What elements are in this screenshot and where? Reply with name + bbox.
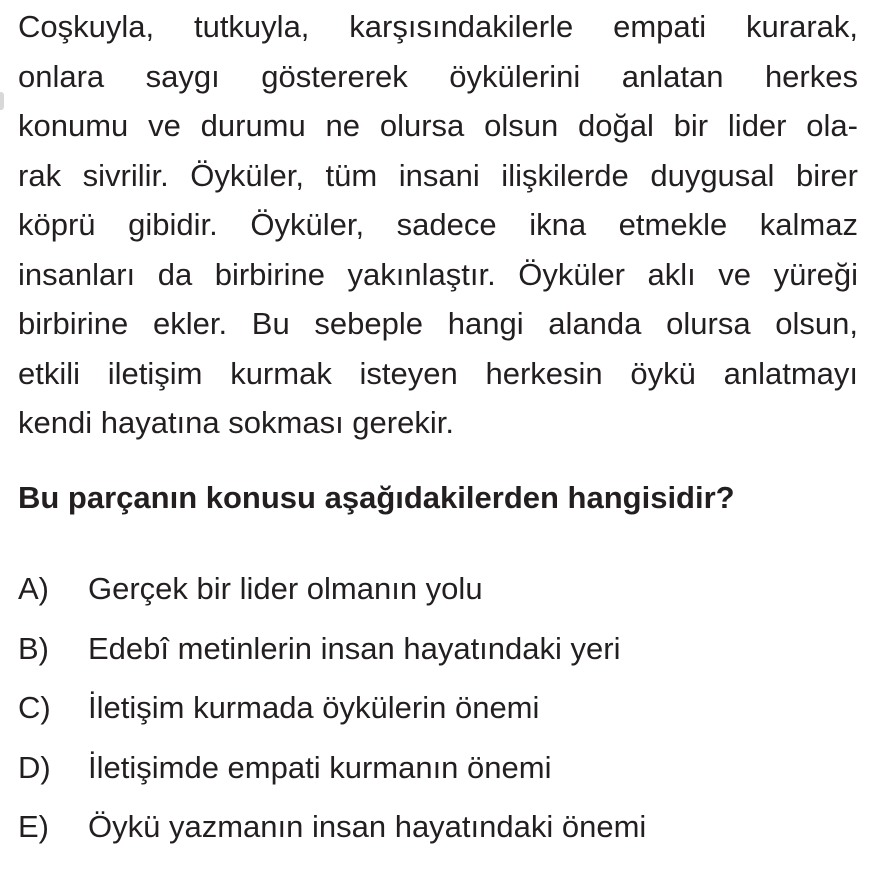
option-letter: E) bbox=[18, 809, 49, 844]
option-text: İletişim kurmada öykülerin önemi bbox=[88, 690, 540, 725]
passage-line: onlara saygı göstererek öykülerini anlatan herkes bbox=[18, 58, 858, 94]
passage-line: konumu ve durumu ne olursa olsun doğal bir lider ola- bbox=[18, 108, 858, 143]
passage-line: kendi hayatına sokması gerekir. bbox=[18, 405, 454, 440]
option-letter: A) bbox=[18, 571, 49, 606]
option-text: Edebî metinlerin insan hayatındaki yeri bbox=[88, 630, 621, 666]
page-edge-mark bbox=[0, 92, 4, 110]
passage-line: Coşkuyla, tutkuyla, karşısındakilerle empati kurarak, bbox=[18, 9, 858, 44]
option-text: İletişimde empati kurmanın önemi bbox=[88, 749, 552, 785]
option-b[interactable] bbox=[18, 619, 858, 679]
passage-line: etkili iletişim kurmak isteyen herkesin öykü anlatmayı bbox=[18, 355, 858, 391]
option-letter: D) bbox=[18, 749, 51, 785]
option-a[interactable] bbox=[18, 559, 858, 619]
option-letter: B) bbox=[18, 630, 49, 666]
reading-passage bbox=[18, 0, 858, 448]
option-d[interactable] bbox=[18, 738, 858, 798]
option-e[interactable] bbox=[18, 797, 858, 857]
option-letter: C) bbox=[18, 690, 51, 725]
question-stem: Bu parçanın konusu aşağıdakilerden hangisidir? bbox=[18, 479, 735, 515]
option-text: Gerçek bir lider olmanın yolu bbox=[88, 571, 483, 606]
option-c[interactable] bbox=[18, 678, 858, 738]
passage-line: insanları da birbirine yakınlaştır. Öyküler aklı ve yüreği bbox=[18, 256, 858, 292]
passage-line: rak sivrilir. Öyküler, tüm insani ilişkilerde duygusal birer bbox=[18, 157, 858, 193]
passage-line: birbirine ekler. Bu sebeple hangi alanda olursa olsun, bbox=[18, 306, 858, 341]
answer-options bbox=[18, 559, 858, 857]
option-text: Öykü yazmanın insan hayatındaki önemi bbox=[88, 809, 647, 844]
question-page bbox=[18, 0, 858, 857]
passage-line: köprü gibidir. Öyküler, sadece ikna etmekle kalmaz bbox=[18, 207, 858, 242]
